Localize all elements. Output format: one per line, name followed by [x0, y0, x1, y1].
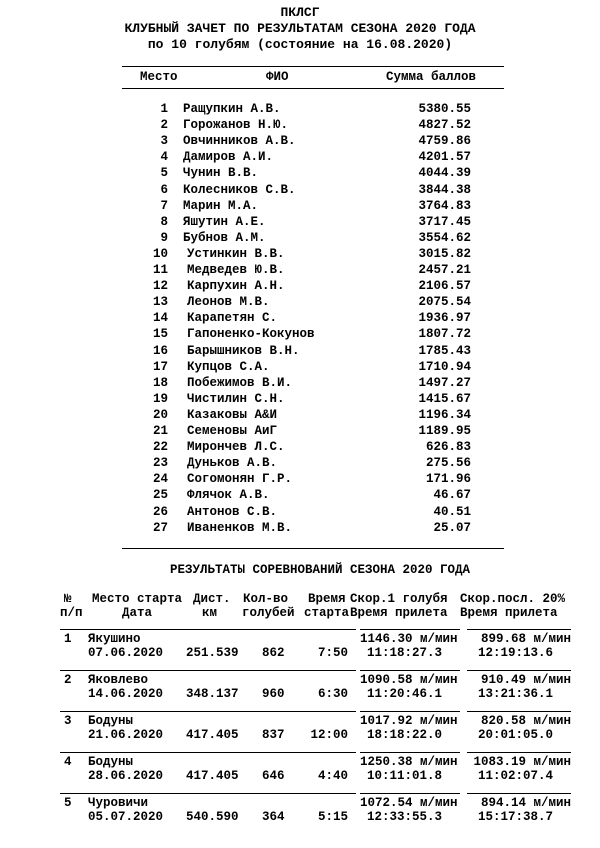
standings-place: 4: [160, 150, 168, 165]
row-rule: [60, 670, 356, 671]
standings-row: [0, 230, 600, 246]
standings-row: [0, 439, 600, 455]
standings-place: 25: [152, 488, 168, 503]
standings-name: Ращупкин А.В.: [183, 102, 281, 116]
standings-score: 2457.21: [418, 263, 471, 277]
race-speed-first: 1146.30 м/мин: [360, 632, 458, 646]
standings-score: 1807.72: [418, 327, 471, 342]
standings-place: 15: [152, 327, 168, 342]
standings-place: 9: [160, 230, 168, 245]
race-num: 3: [64, 714, 72, 728]
race-arrive-first: 12:33:55.3: [367, 810, 443, 824]
standings-score: 3554.62: [418, 230, 471, 245]
standings-place: 12: [152, 279, 168, 294]
standings-row: [0, 310, 600, 326]
race-distance: 417.405: [186, 769, 239, 783]
race-speed-last: 910.49 м/мин: [480, 673, 571, 687]
row-rule: [60, 752, 356, 753]
standings-name: Дамиров А.И.: [183, 150, 274, 165]
standings-name: Согомонян Г.Р.: [187, 472, 293, 487]
standings-header-rule: [122, 88, 504, 89]
standings-place: 21: [152, 424, 168, 438]
col-count-2: голубей: [242, 606, 295, 620]
standings-score: 2075.54: [418, 295, 471, 310]
standings-place: 19: [152, 391, 168, 406]
col-first-1: Скор.1 голубя: [350, 592, 448, 606]
standings-row: [0, 375, 600, 391]
standings-place: 26: [152, 504, 168, 519]
standings-name: Гапоненко-Кокунов: [187, 327, 315, 342]
standings-row: [0, 165, 600, 181]
standings-name: Мирончев Л.С.: [187, 440, 285, 455]
standings-bottom-rule: [122, 548, 504, 549]
standings-row: [0, 117, 600, 133]
standings-row: [0, 343, 600, 359]
standings-score: 3015.82: [418, 246, 471, 261]
col-time-2: старта: [304, 606, 350, 620]
row-rule: [467, 670, 571, 671]
race-start: 6:30: [317, 687, 348, 701]
race-place: Бодуны: [88, 755, 134, 769]
standings-score: 3717.45: [418, 214, 471, 229]
standings-name: Побежимов В.И.: [187, 375, 293, 390]
standings-row: [0, 214, 600, 230]
standings-score: 1415.67: [418, 391, 471, 406]
standings-row: [0, 504, 600, 520]
standings-score: 3844.38: [418, 182, 471, 197]
race-count: 862: [262, 646, 285, 660]
page-subtitle-2: по 10 голубям (состояние на 16.08.2020): [147, 37, 453, 52]
standings-name: Леонов М.В.: [187, 295, 270, 310]
race-arrive-last: 13:21:36.1: [478, 687, 554, 701]
standings-name: Семеновы АиГ: [187, 424, 278, 438]
standings-score: 171.96: [425, 472, 471, 487]
race-speed-first: 1017.92 м/мин: [360, 714, 458, 728]
race-place: Якушино: [88, 632, 141, 646]
col-num-1: №: [64, 592, 72, 606]
standings-row: [0, 262, 600, 278]
standings-place: 18: [152, 375, 168, 390]
race-place: Яковлево: [88, 673, 149, 687]
standings-row: [0, 246, 600, 262]
standings-score: 626.83: [425, 440, 471, 455]
race-speed-first: 1090.58 м/мин: [360, 673, 458, 687]
col-last-1: Скор.посл. 20%: [460, 592, 566, 606]
standings-row: [0, 471, 600, 487]
standings-name: Устинкин В.В.: [187, 246, 285, 261]
standings-place: 16: [152, 343, 168, 358]
results-title: РЕЗУЛЬТАТЫ СОРЕВНОВАНИЙ СЕЗОНА 2020 ГОДА: [170, 563, 471, 577]
race-count: 960: [262, 687, 285, 701]
standings-place: 3: [160, 134, 168, 149]
standings-col-score: Сумма баллов: [386, 70, 477, 84]
race-speed-last: 1083.19 м/мин: [473, 755, 571, 769]
standings-row: [0, 455, 600, 471]
standings-name: Яшутин А.Е.: [183, 214, 266, 229]
race-distance: 540.590: [186, 810, 239, 824]
col-start-2: Дата: [122, 606, 153, 620]
race-row: [0, 793, 600, 827]
standings-name: Чистилин С.Н.: [187, 391, 285, 406]
standings-score: 5380.55: [418, 102, 471, 116]
standings-row: [0, 326, 600, 342]
col-dist-2: км: [202, 606, 218, 620]
race-arrive-first: 10:11:01.8: [367, 769, 443, 783]
standings-name: Флячок А.В.: [187, 488, 270, 503]
race-distance: 348.137: [186, 687, 239, 701]
standings-row: [0, 294, 600, 310]
row-rule: [360, 629, 460, 630]
row-rule: [60, 793, 356, 794]
results-header: [60, 592, 580, 622]
race-arrive-first: 11:20:46.1: [367, 687, 443, 701]
col-first-2: Время прилета: [350, 606, 448, 620]
standings-name: Купцов С.А.: [187, 359, 270, 374]
standings-name: Иваненков М.В.: [187, 520, 293, 535]
standings-place: 8: [160, 214, 168, 229]
standings-col-name: ФИО: [266, 70, 289, 84]
standings-name: Чунин В.В.: [183, 166, 259, 181]
race-count: 837: [262, 728, 285, 742]
standings-row: [0, 182, 600, 198]
race-arrive-last: 12:19:13.6: [478, 646, 554, 660]
standings-name: Бубнов А.М.: [183, 230, 266, 245]
race-row: [0, 629, 600, 663]
standings-name: Барышников В.Н.: [187, 343, 300, 358]
standings-row: [0, 407, 600, 423]
standings-score: 46.67: [433, 488, 471, 503]
row-rule: [360, 670, 460, 671]
standings-score: 3764.83: [418, 198, 471, 213]
row-rule: [360, 711, 460, 712]
standings-col-place: Место: [140, 70, 178, 84]
standings-score: 1710.94: [418, 359, 471, 374]
standings-place: 7: [160, 198, 168, 213]
race-place: Чуровичи: [88, 796, 149, 810]
standings-place: 1: [160, 102, 168, 116]
standings-row: [0, 391, 600, 407]
col-count-1: Кол-во: [243, 592, 289, 606]
standings-place: 22: [152, 440, 168, 455]
standings-name: Карапетян С.: [187, 311, 278, 326]
standings-score: 25.07: [433, 520, 471, 535]
col-last-2: Время прилета: [460, 606, 558, 620]
race-speed-first: 1072.54 м/мин: [360, 796, 458, 810]
standings-place: 23: [152, 456, 168, 471]
race-num: 4: [64, 755, 72, 769]
race-row: [0, 752, 600, 786]
race-speed-first: 1250.38 м/мин: [360, 755, 458, 769]
col-time-1: Время: [308, 592, 346, 606]
standings-row: [0, 149, 600, 165]
standings-score: 1497.27: [418, 375, 471, 390]
race-date: 14.06.2020: [88, 687, 164, 701]
page-subtitle: КЛУБНЫЙ ЗАЧЕТ ПО РЕЗУЛЬТАТАМ СЕЗОНА 2020 ГОДА: [124, 21, 476, 36]
standings-name: Медведев Ю.В.: [187, 263, 285, 277]
race-arrive-first: 18:18:22.0: [367, 728, 443, 742]
standings-row: [0, 278, 600, 294]
race-num: 1: [64, 632, 72, 646]
race-speed-last: 899.68 м/мин: [480, 632, 571, 646]
row-rule: [467, 711, 571, 712]
standings-score: 40.51: [433, 504, 471, 519]
standings-place: 13: [152, 295, 168, 310]
race-distance: 251.539: [186, 646, 239, 660]
standings-score: 2106.57: [418, 279, 471, 294]
page-title: ПКЛСГ: [280, 5, 320, 20]
row-rule: [360, 793, 460, 794]
standings-place: 2: [160, 118, 168, 133]
standings-place: 14: [152, 311, 168, 326]
row-rule: [467, 793, 571, 794]
row-rule: [60, 711, 356, 712]
standings-row: [0, 487, 600, 503]
row-rule: [467, 629, 571, 630]
col-start-1: Место старта: [92, 592, 183, 606]
col-dist-1: Дист.: [193, 592, 231, 606]
race-speed-last: 894.14 м/мин: [480, 796, 571, 810]
race-num: 5: [64, 796, 72, 810]
race-date: 05.07.2020: [88, 810, 164, 824]
race-date: 28.06.2020: [88, 769, 164, 783]
race-row: [0, 670, 600, 704]
race-arrive-last: 20:01:05.0: [478, 728, 554, 742]
race-start: 7:50: [317, 646, 348, 660]
race-start: 4:40: [317, 769, 348, 783]
standings-name: Колесников С.В.: [183, 182, 296, 197]
standings-place: 11: [152, 263, 168, 277]
standings-place: 24: [152, 472, 168, 487]
standings-score: 1196.34: [418, 407, 471, 422]
standings-row: [0, 359, 600, 375]
standings-row: [0, 520, 600, 536]
row-rule: [60, 629, 356, 630]
standings-row: [0, 423, 600, 439]
race-count: 646: [262, 769, 285, 783]
standings-score: 1189.95: [418, 424, 471, 438]
row-rule: [360, 752, 460, 753]
col-num-2: п/п: [60, 606, 83, 620]
standings-place: 27: [152, 520, 168, 535]
race-place: Бодуны: [88, 714, 134, 728]
standings-name: Овчинников А.В.: [183, 134, 296, 149]
standings-place: 17: [152, 359, 168, 374]
standings-name: Казаковы А&И: [187, 407, 278, 422]
standings-place: 20: [152, 407, 168, 422]
standings-score: 4759.86: [418, 134, 471, 149]
standings-name: Марин М.А.: [183, 198, 259, 213]
standings-name: Горожанов Н.Ю.: [183, 118, 289, 133]
race-start: 12:00: [310, 728, 348, 742]
race-arrive-first: 11:18:27.3: [367, 646, 443, 660]
standings-place: 5: [160, 166, 168, 181]
race-speed-last: 820.58 м/мин: [480, 714, 571, 728]
standings-name: Дуньков А.В.: [187, 456, 278, 471]
standings-score: 4827.52: [418, 118, 471, 133]
standings-score: 275.56: [425, 456, 471, 471]
race-num: 2: [64, 673, 72, 687]
race-distance: 417.405: [186, 728, 239, 742]
standings-place: 10: [152, 246, 168, 261]
race-arrive-last: 15:17:38.7: [478, 810, 554, 824]
race-date: 07.06.2020: [88, 646, 164, 660]
race-date: 21.06.2020: [88, 728, 164, 742]
standings-row: [0, 133, 600, 149]
standings-score: 1936.97: [418, 311, 471, 326]
standings-place: 6: [160, 182, 168, 197]
race-arrive-last: 11:02:07.4: [478, 769, 554, 783]
standings-row: [0, 198, 600, 214]
standings-score: 4201.57: [418, 150, 471, 165]
standings-name: Антонов С.В.: [187, 504, 278, 519]
race-row: [0, 711, 600, 745]
standings-score: 1785.43: [418, 343, 471, 358]
race-start: 5:15: [317, 810, 348, 824]
standings-top-rule: [122, 66, 504, 67]
row-rule: [467, 752, 571, 753]
standings-row: [0, 101, 600, 117]
race-count: 364: [262, 810, 285, 824]
standings-name: Карпухин А.Н.: [187, 279, 285, 294]
standings-score: 4044.39: [418, 166, 471, 181]
